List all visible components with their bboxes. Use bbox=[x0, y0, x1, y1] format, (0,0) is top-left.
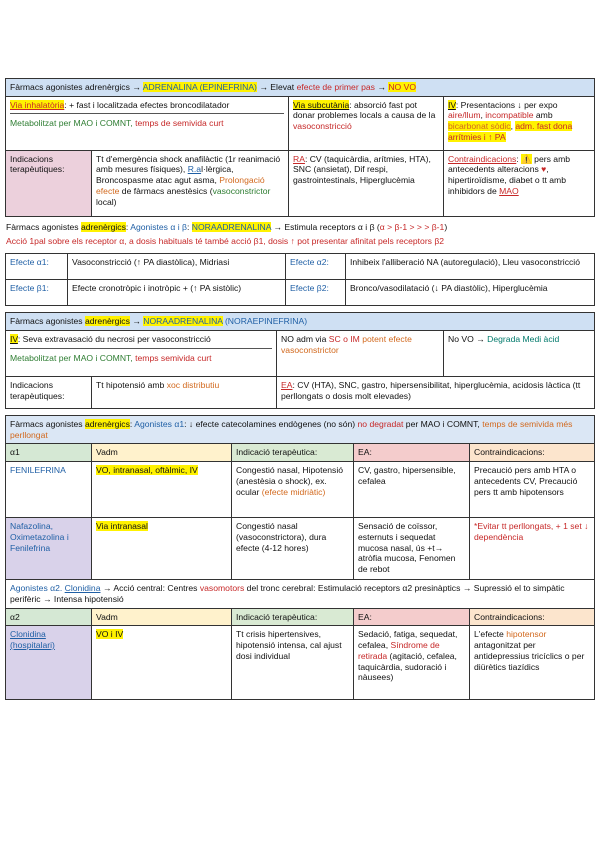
contraindicacions-cell bbox=[444, 150, 595, 216]
drug-cell: FENILEFRINA bbox=[6, 462, 92, 518]
ind-text: de fàrmacs anestèsics ( bbox=[119, 185, 213, 196]
ea-cell bbox=[354, 626, 470, 700]
efecte-a1-label: Efecte α1: bbox=[6, 254, 68, 280]
ind-orange: Prolongació efecte bbox=[96, 175, 265, 196]
agonistes-ab-line2: Acció 1pal sobre els receptor α, a dosis habituals té també acció β1, dosis ↑ pot presentar afinitat pels receptors β2 bbox=[6, 236, 445, 247]
label-text: Indicacions terapèutiques: bbox=[10, 153, 65, 175]
iv-red: aire/llum bbox=[448, 110, 481, 121]
nor-ind-cell bbox=[92, 376, 277, 408]
nor-ind-label: Indicacions terapèutiques: bbox=[6, 376, 92, 408]
line-text: del tronc cerebral: Estimulació receptors α2 presinàptics → Supressió el to simpàtic perifèric → Intensa hipotensió bbox=[10, 583, 565, 604]
indicacions-label bbox=[6, 150, 92, 216]
iv-cell bbox=[444, 96, 595, 150]
efecte-a1-text: Vasoconstricció (↑ PA diastòlica), Midriasi bbox=[68, 254, 286, 280]
iv-label: IV bbox=[10, 333, 18, 344]
line-text: ) bbox=[444, 221, 448, 232]
title-text: → bbox=[374, 82, 389, 92]
efecte-b1-text: Efecte cronotròpic i inotròpic + (↑ PA sistòlic) bbox=[68, 280, 286, 306]
ind-link: R.a bbox=[187, 164, 202, 175]
vadm-cell bbox=[92, 518, 232, 580]
header-cell: Contraindicacions: bbox=[470, 608, 595, 626]
iv-text: amb bbox=[533, 110, 553, 121]
first-pass-effect: efecte de primer pas bbox=[296, 82, 375, 92]
ind-cell bbox=[232, 462, 354, 518]
noadm-text: NO adm via bbox=[281, 333, 329, 344]
title-text: → Elevat bbox=[256, 82, 297, 92]
ind-text: Tt d'emergència shock anafilàctic (1r reanimació amb mesures físiques), bbox=[96, 153, 281, 175]
iv-orange: bicarbonat sòdic bbox=[448, 121, 511, 132]
agonistes-ab-label: Agonistes α i β bbox=[130, 221, 187, 232]
divider bbox=[10, 113, 284, 114]
header-cell: EA: bbox=[354, 608, 470, 626]
iv-text: , bbox=[510, 121, 516, 132]
alpha2-header-row bbox=[6, 608, 595, 626]
header-cell: α2 bbox=[6, 608, 92, 626]
line-text: : bbox=[186, 221, 192, 232]
ci-text: pers amb antecedents alteracions bbox=[448, 153, 571, 175]
metab-text: Metabolitzat per MAO i COMNT, bbox=[10, 352, 136, 363]
header-cell: Contraindicacions: bbox=[470, 444, 595, 462]
table-row bbox=[6, 462, 595, 518]
efecte-b2-label: Efecte β2: bbox=[286, 280, 346, 306]
header-cell: Vadm bbox=[92, 444, 232, 462]
divider bbox=[10, 348, 272, 349]
subcut-red: vasoconstricció bbox=[293, 121, 352, 132]
nor-ea-cell bbox=[277, 376, 595, 408]
novo-text: No VO → bbox=[448, 333, 488, 344]
subcut-label: Via subcutània bbox=[293, 99, 350, 110]
adrenalina-title bbox=[6, 79, 595, 97]
iv-text: : Presentacions ↓ per expo bbox=[455, 99, 558, 110]
semivida-orange: temps de semivida més perllongat bbox=[10, 418, 573, 440]
no-vo: NO VO bbox=[388, 82, 417, 92]
vadm-cell bbox=[92, 462, 232, 518]
header-cell: Indicació terapèutica: bbox=[232, 444, 354, 462]
ind-text: Congestió nasal, Hipotensió (anestèsia o shock), ex. ocular bbox=[236, 465, 344, 497]
title-text: : ↓ efecte catecolamines endògenes (no són) bbox=[184, 418, 358, 429]
nor-noadm-cell bbox=[277, 330, 444, 376]
ci-cell bbox=[470, 626, 595, 700]
warning-icon: ⚠️ bbox=[521, 153, 532, 164]
adrenergics-highlight: adrenèrgics bbox=[81, 221, 126, 232]
indicacions-cell bbox=[92, 150, 289, 216]
table-row bbox=[6, 626, 595, 700]
ci-label: Contraindicacions bbox=[448, 153, 517, 164]
inhal-label: Via inhalatòria bbox=[10, 99, 65, 110]
ea-cell: CV, gastro, hipersensible, cefalea bbox=[354, 462, 470, 518]
noadm-red: SC o IM bbox=[328, 333, 360, 344]
line-text: → Acció central: Centres bbox=[100, 583, 200, 594]
line-text: → Estimula receptors α i β ( bbox=[271, 221, 380, 232]
metab-text: Metabolitzat per MAO i COMNT, bbox=[10, 118, 136, 129]
ra-text: : CV (taquicàrdia, arítmies, HTA), SNC (ansietat), Dif respi, gastrointestinals, Hiperglucèmia bbox=[293, 153, 431, 186]
title-text: → bbox=[129, 316, 144, 327]
noadm-orange: potent efecte vasoconstrictor bbox=[281, 333, 412, 355]
adrenergics-highlight: adrenèrgics bbox=[85, 418, 130, 429]
receptor-order: α > β-1 > > > β-1 bbox=[379, 221, 445, 232]
agonistes-ab-line1 bbox=[5, 220, 594, 235]
no-degradat: no degradat bbox=[357, 418, 404, 429]
ind-text: local) bbox=[96, 196, 117, 207]
iv-text: : Seva extravasació du necrosi per vasoconstricció bbox=[17, 333, 211, 344]
ci-text: , hipertiroïdisme, diabet o tt amb inhibidors de bbox=[448, 164, 566, 196]
drug-name: NORAADRENALINA bbox=[143, 316, 223, 327]
alpha1-title bbox=[6, 415, 595, 443]
ind-text: Tt hipotensió amb bbox=[96, 379, 167, 390]
heart-icon: ♥ bbox=[541, 164, 547, 175]
metab-red: temps de semivida curt bbox=[135, 118, 224, 129]
ind-green: vasoconstrictor bbox=[212, 185, 271, 196]
adrenalina-table bbox=[5, 78, 595, 217]
ind-cell: Congestió nasal (vasoconstrictora), dura efecte (4-12 hores) bbox=[232, 518, 354, 580]
header-cell: α1 bbox=[6, 444, 92, 462]
header-cell: Indicació terapèutica: bbox=[232, 608, 354, 626]
drug-cell: Clonidina (hospitalari) bbox=[6, 626, 92, 700]
drug-name-rest: (NORAEPINEFRINA) bbox=[222, 316, 308, 327]
adrenergics-highlight: adrenèrgics bbox=[85, 316, 130, 327]
alpha-table bbox=[5, 415, 595, 700]
agonistes-a1-label: Agonistes α1 bbox=[134, 418, 185, 429]
page bbox=[5, 78, 594, 700]
vadm-text: VO, intranasal, oftàlmic, IV bbox=[96, 465, 198, 476]
ind-orange: xoc distributiu bbox=[166, 379, 220, 390]
ind-orange: (efecte midriàtic) bbox=[261, 486, 326, 497]
line-text: : bbox=[125, 221, 131, 232]
table-row bbox=[6, 518, 595, 580]
ind-text: l·lèrgica, Broncospasme atac agut asma, bbox=[96, 164, 234, 186]
ci-mao: MAO bbox=[499, 185, 519, 196]
nor-novo-cell bbox=[444, 330, 595, 376]
efecte-a2-text: Inhibeix l'alliberació NA (autoregulació), Lleu vasoconstricció bbox=[346, 254, 595, 280]
ea-text: (agitació, cefalea, taquicàrdia, sudoració i nàusees) bbox=[358, 650, 457, 683]
vadm-text: Via intranasal bbox=[96, 521, 148, 532]
ea-label: EA bbox=[281, 379, 293, 390]
subcut-text: : absorció fast pot donar problemes locals a causa de la bbox=[293, 99, 436, 121]
ra-cell bbox=[289, 150, 444, 216]
efectes-table bbox=[5, 253, 595, 306]
ci-cell: *Evitar tt perllongats, + 1 set ↓ dependència bbox=[470, 518, 595, 580]
drug-name: NORAADRENALINA bbox=[191, 221, 272, 232]
drug-cell: Nafazolina, Oximetazolina i Fenilefrina bbox=[6, 518, 92, 580]
efecte-b2-text: Bronco/vasodilatació (↓ PA diastòlic), Hiperglucèmia bbox=[346, 280, 595, 306]
header-cell: EA: bbox=[354, 444, 470, 462]
ea-red: Síndrome de retirada bbox=[358, 640, 440, 661]
ra-label: RA bbox=[293, 153, 305, 164]
iv-text: , bbox=[480, 110, 486, 121]
title-text: Fàrmacs agonistes bbox=[10, 418, 85, 429]
title-text: Fàrmacs agonistes bbox=[10, 316, 85, 327]
header-cell: Vadm bbox=[92, 608, 232, 626]
line-text: Fàrmacs agonistes bbox=[6, 221, 81, 232]
subcutania-cell bbox=[289, 96, 444, 150]
clonidina-link: Clonidina bbox=[64, 583, 101, 594]
title-text: per MAO i COMNT, bbox=[403, 418, 483, 429]
vadm-text: VO i IV bbox=[96, 629, 124, 640]
ci-text: : bbox=[516, 153, 522, 164]
efecte-b1-label: Efecte β1: bbox=[6, 280, 68, 306]
ea-text: Sedació, fatiga, sequedat, cefalea, bbox=[358, 629, 458, 651]
inhalatoria-cell bbox=[6, 96, 289, 150]
agonistes-a2-label: Agonistes α2. bbox=[10, 583, 65, 594]
title-text: : bbox=[129, 418, 135, 429]
iv-red: incompatible bbox=[485, 110, 534, 121]
iv-label: IV bbox=[448, 99, 456, 110]
efecte-a2-label: Efecte α2: bbox=[286, 254, 346, 280]
novo-blue: Degrada Medi àcid bbox=[487, 333, 560, 344]
vasomotors: vasomotors bbox=[199, 583, 245, 594]
noradrenalina-table bbox=[5, 312, 595, 409]
inhal-text: : + fast i localitzada efectes broncodilatador bbox=[64, 99, 230, 110]
ci-text: L'efecte bbox=[474, 629, 507, 640]
title-text: Fàrmacs agonistes adrenèrgics → bbox=[10, 82, 143, 92]
metab-red: temps semivida curt bbox=[135, 352, 212, 363]
alpha2-line bbox=[6, 580, 595, 608]
drug-name: ADRENALINA (EPINEFRINA) bbox=[142, 82, 257, 92]
ea-text: : CV (HTA), SNC, gastro, hipersensibilitat, hiperglucèmia, acidosis làctica (tt perllongats o dosis molt elevades) bbox=[281, 379, 581, 401]
iv-red: adm. fast dona arrítmies i ↑ PA bbox=[448, 121, 573, 142]
alpha1-header-row bbox=[6, 444, 595, 462]
ind-cell: Tt crisis hipertensives, hipotensió intensa, cal ajust dosi individual bbox=[232, 626, 354, 700]
noradrenalina-title bbox=[6, 313, 595, 331]
vadm-cell bbox=[92, 626, 232, 700]
ci-orange: hipotensor bbox=[506, 629, 547, 640]
nor-iv-cell bbox=[6, 330, 277, 376]
ci-cell: Precaució pers amb HTA o antecedents CV, Precaució pers tt amb hipotensors bbox=[470, 462, 595, 518]
ci-text: antagonitzat per antidepressius tricíclics o per diürètics tiazídics bbox=[474, 640, 585, 672]
ea-cell: Sensació de coïssor, esternuts i sequedat mucosa nasal, ús +t→ atròfia mucosa, Fenomen de rebot bbox=[354, 518, 470, 580]
